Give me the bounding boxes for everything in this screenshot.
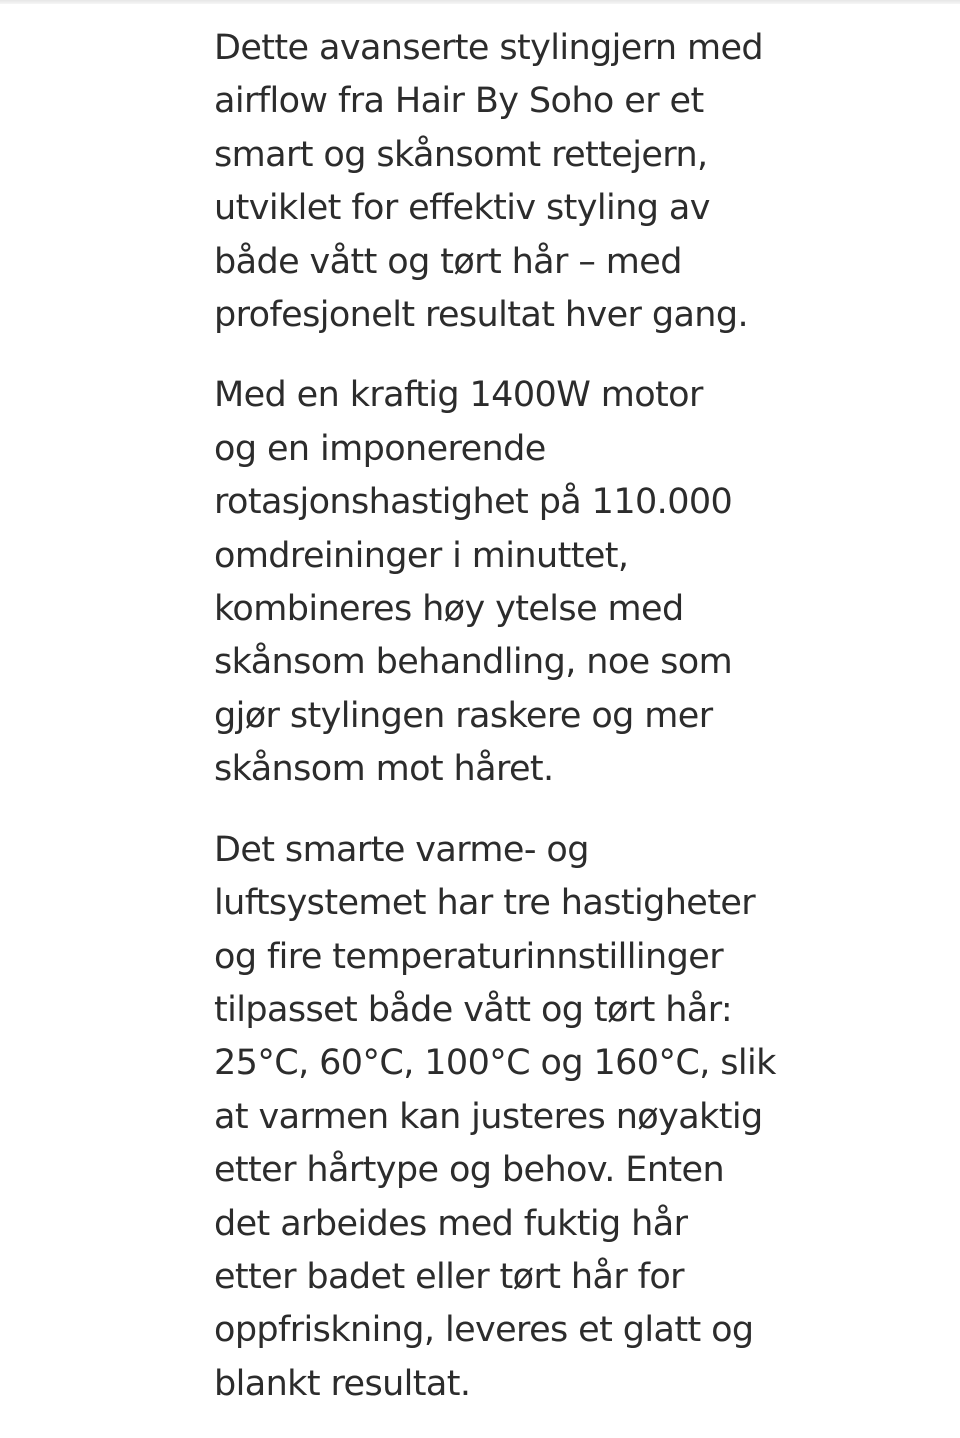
paragraph-line: Dette avanserte stylingjern med (214, 28, 764, 68)
paragraph-line: smart og skånsomt rettejern, (214, 134, 708, 175)
paragraph-line: Med en kraftig 1400W motor (214, 375, 703, 416)
paragraph-line: både vått og tørt hår – med (214, 241, 682, 282)
paragraph-line: Det smarte varme- og (214, 829, 589, 870)
paragraph-line: omdreininger i minuttet, (214, 535, 629, 576)
paragraph-line: utviklet for effektiv styling av (214, 188, 710, 229)
paragraph-line: airflow fra Hair By Soho er et (214, 81, 704, 122)
paragraph-line: etter badet eller tørt hår for (214, 1256, 684, 1297)
paragraph-line: at varmen kan justeres nøyaktig (214, 1096, 763, 1137)
paragraph-line: og en imponerende (214, 428, 546, 469)
paragraph-line: luftsystemet har tre hastigheter (214, 883, 756, 924)
paragraph-line: oppfriskning, leveres et glatt og (214, 1310, 754, 1351)
paragraph-line: og fire temperaturinnstillinger (214, 936, 723, 977)
paragraph-line: skånsom behandling, noe som (214, 642, 733, 683)
description-paragraph-1 (214, 22, 774, 342)
paragraph-line: blankt resultat. (214, 1363, 471, 1404)
product-description (214, 22, 774, 1438)
paragraph-line: det arbeides med fuktig hår (214, 1203, 688, 1244)
paragraph-line: gjør stylingen raskere og mer (214, 695, 713, 736)
paragraph-line: rotasjonshastighet på 110.000 (214, 482, 733, 523)
paragraph-line: 25°C, 60°C, 100°C og 160°C, slik (214, 1043, 776, 1084)
paragraph-line: kombineres høy ytelse med (214, 589, 684, 630)
description-paragraph-2 (214, 369, 774, 796)
top-divider (0, 0, 960, 4)
description-paragraph-3 (214, 824, 774, 1411)
paragraph-line: tilpasset både vått og tørt hår: (214, 989, 733, 1030)
paragraph-line: etter hårtype og behov. Enten (214, 1150, 725, 1191)
paragraph-line: skånsom mot håret. (214, 749, 554, 790)
paragraph-line: profesjonelt resultat hver gang. (214, 295, 749, 336)
